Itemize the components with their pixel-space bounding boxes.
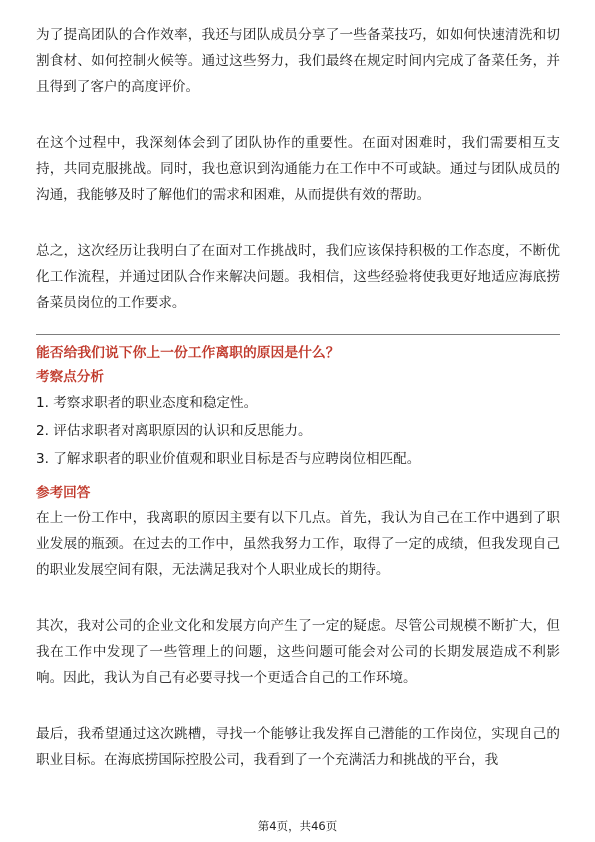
- page-number: 第4页，共46页: [257, 819, 338, 833]
- analysis-item: 3. 了解求职者的职业价值观和职业目标是否与应聘岗位相匹配。: [36, 451, 421, 467]
- answer-heading: 参考回答: [36, 485, 91, 501]
- interview-question: 能否给我们说下你上一份工作离职的原因是什么？: [36, 345, 340, 361]
- body-paragraph: 为了提高团队的合作效率，我还与团队成员分享了一些备菜技巧，如如何快速清洗和切割食材、如何控制火候等。通过这些努力，我们最终在规定时间内完成了备菜任务，并且得到了客户的高度评价。: [36, 27, 560, 95]
- body-paragraph: 总之，这次经历让我明白了在面对工作挑战时，我们应该保持积极的工作态度，不断优化工作流程，并通过团队合作来解决问题。我相信，这些经验将使我更好地适应海底捞备菜员岗位的工作要求。: [36, 243, 560, 311]
- analysis-item: 2. 评估求职者对离职原因的认识和反思能力。: [36, 423, 312, 439]
- answer-paragraph: 最后，我希望通过这次跳槽，寻找一个能够让我发挥自己潜能的工作岗位，实现自己的职业目标。在海底捞国际控股公司，我看到了一个充满活力和挑战的平台，我: [36, 726, 560, 768]
- answer-paragraph: 其次，我对公司的企业文化和发展方向产生了一定的疑虑。尽管公司规模不断扩大，但我在工作中发现了一些管理上的问题，这些问题可能会对公司的长期发展造成不利影响。因此，我认为自己有必要寻找一个更适合自己的工作环境。: [36, 618, 560, 686]
- section-divider: [36, 334, 560, 335]
- analysis-heading: 考察点分析: [36, 369, 104, 385]
- body-paragraph: 在这个过程中，我深刻体会到了团队协作的重要性。在面对困难时，我们需要相互支持，共同克服挑战。同时，我也意识到沟通能力在工作中不可或缺。通过与团队成员的沟通，我能够及时了解他们的需求和困难，从而提供有效的帮助。: [36, 135, 560, 203]
- answer-paragraph: 在上一份工作中，我离职的原因主要有以下几点。首先，我认为自己在工作中遇到了职业发展的瓶颈。在过去的工作中，虽然我努力工作，取得了一定的成绩，但我发现自己的职业发展空间有限，无法满足我对个人职业成长的期待。: [36, 510, 560, 578]
- analysis-item: 1. 考察求职者的职业态度和稳定性。: [36, 395, 258, 411]
- document-page: [36, 22, 560, 773]
